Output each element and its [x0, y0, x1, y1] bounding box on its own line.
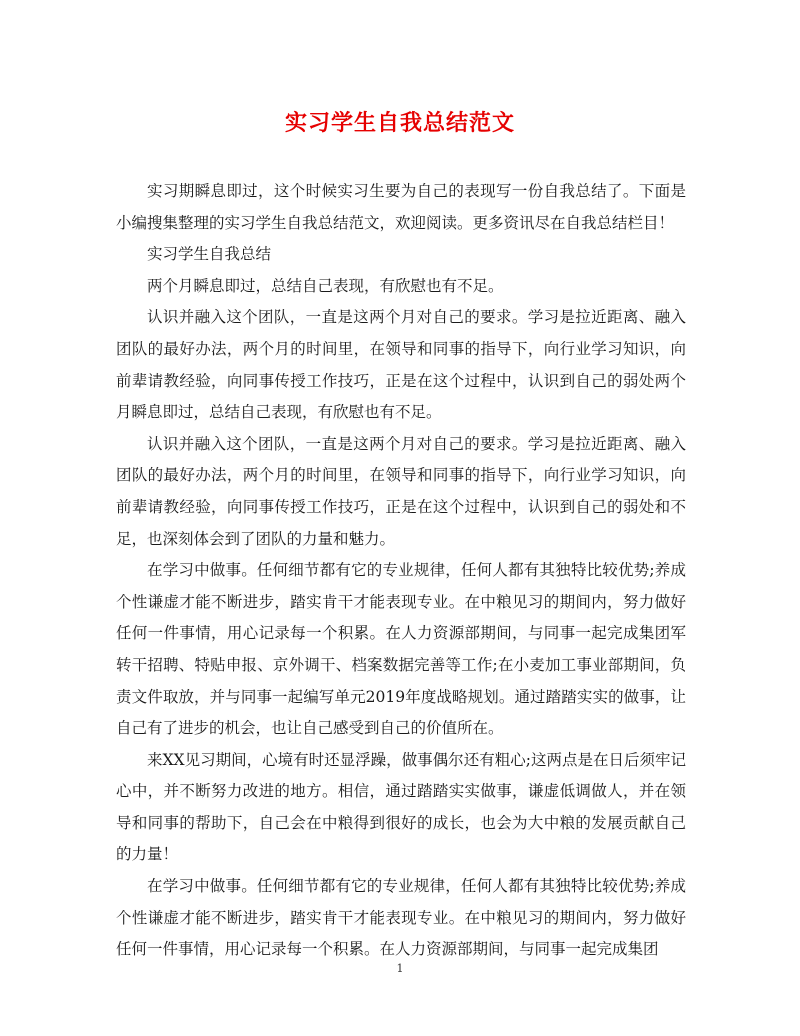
page-number: 1 [396, 962, 404, 975]
paragraph-subheading: 实习学生自我总结 [147, 245, 272, 264]
paragraph: 两个月瞬息即过，总结自己表现，有欣慰也有不足。 [147, 276, 504, 295]
paragraph: 来XX见习期间，心境有时还显浮躁，做事偶尔还有粗心;这两点是在日后须牢记心中，并不断努力改进的地方。相信，通过踏踏实实做事，谦虚低调做人，并在领导和同事的帮助下，自己会在中粮得到很好的成长，也会为大中粮的发展贡献自己的力量！ [116, 750, 686, 864]
paragraph-intro: 实习期瞬息即过，这个时候实习生要为自己的表现写一份自我总结了。下面是小编搜集整理的实习学生自我总结范文，欢迎阅读。更多资讯尽在自我总结栏目！ [116, 182, 686, 232]
paragraph: 认识并融入这个团队，一直是这两个月对自己的要求。学习是拉近距离、融入团队的最好办法，两个月的时间里，在领导和同事的指导下，向行业学习知识，向前辈请教经验，向同事传授工作技巧，正是在这个过程中，认识到自己的弱处和不足，也深刻体会到了团队的力量和魅力。 [116, 434, 686, 548]
document-body [116, 176, 686, 966]
document-title: 实习学生自我总结范文 [284, 110, 515, 136]
paragraph: 认识并融入这个团队，一直是这两个月对自己的要求。学习是拉近距离、融入团队的最好办法，两个月的时间里，在领导和同事的指导下，向行业学习知识，向前辈请教经验，向同事传授工作技巧，正是在这个过程中，认识到自己的弱处两个月瞬息即过，总结自己表现，有欣慰也有不足。 [116, 308, 686, 422]
paragraph: 在学习中做事。任何细节都有它的专业规律，任何人都有其独特比较优势;养成个性谦虚才能不断进步，踏实肯干才能表现专业。在中粮见习的期间内，努力做好任何一件事情，用心记录每一个积累。在人力资源部期间，与同事一起完成集团 [116, 877, 686, 959]
paragraph: 在学习中做事。任何细节都有它的专业规律，任何人都有其独特比较优势;养成个性谦虚才能不断进步，踏实肯干才能表现专业。在中粮见习的期间内，努力做好任何一件事情，用心记录每一个积累。在人力资源部期间，与同事一起完成集团军转干招聘、特贴申报、京外调干、档案数据完善等工作;在小麦加工事业部期间，负责文件取放，并与同事一起编写单元2019年度战略规划。通过踏踏实实的做事，让自己有了进步的机会，也让自己感受到自己的价值所在。 [116, 561, 686, 738]
